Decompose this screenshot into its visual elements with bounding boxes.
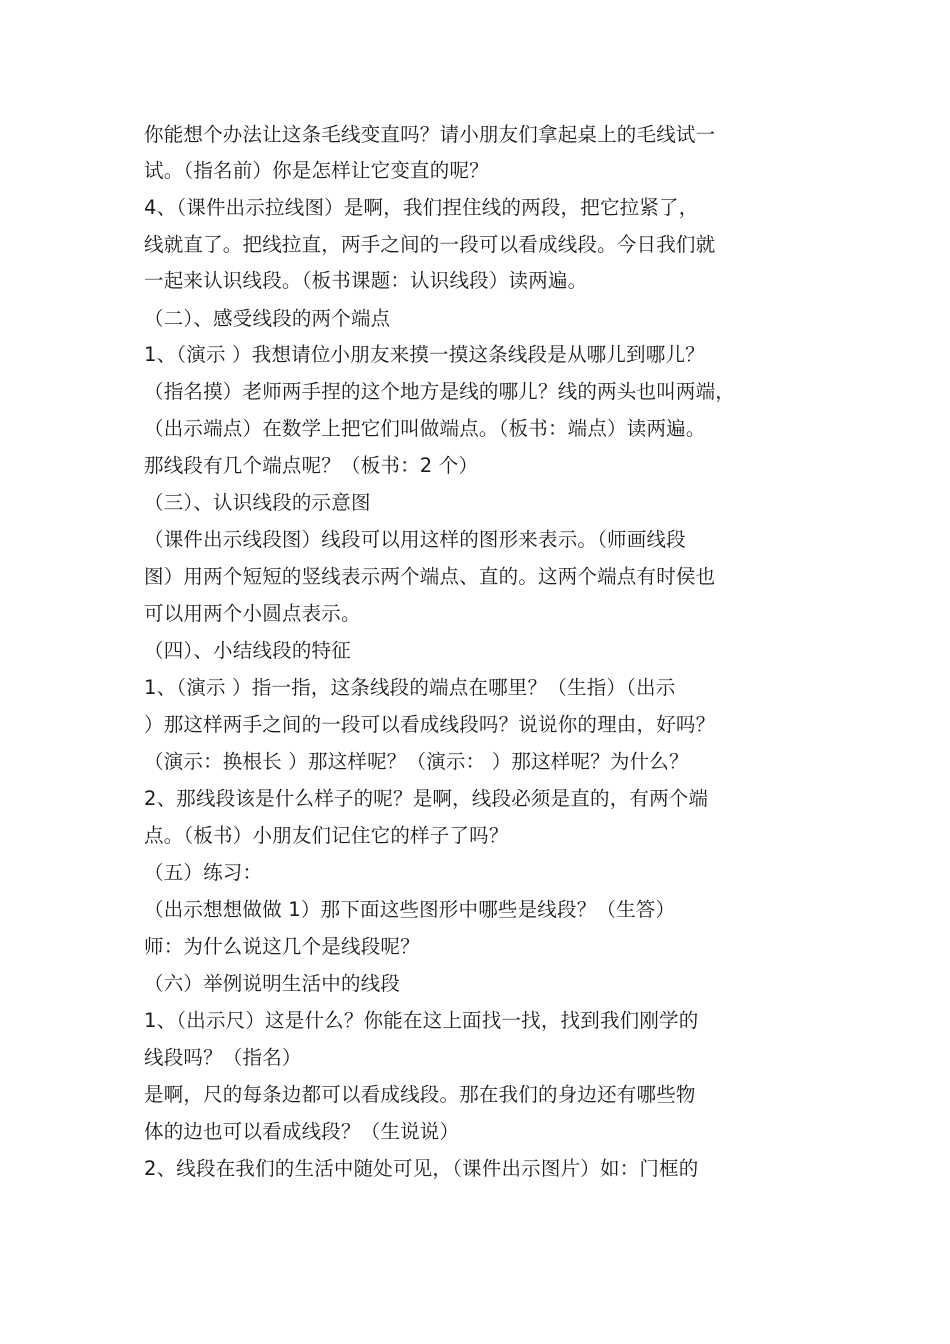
text-line: 师：为什么说这几个是线段呢？ <box>144 935 420 958</box>
text-line: 一起来认识线段。（板书课题：认识线段）读两遍。 <box>144 269 588 292</box>
text-line: 试。（指名前）你是怎样让它变直的呢？ <box>144 159 489 182</box>
text-line: 那线段有几个端点呢？（板书：2 个） <box>144 454 479 477</box>
text-line: 图）用两个短短的竖线表示两个端点、直的。这两个端点有时侯也 <box>144 565 716 588</box>
text-line: 线就直了。把线拉直，两手之间的一段可以看成线段。今日我们就 <box>144 233 716 256</box>
text-line: （出示端点）在数学上把它们叫做端点。（板书：端点）读两遍。 <box>144 417 706 440</box>
text-line: 2、线段在我们的生活中随处可见，（课件出示图片）如：门框的 <box>144 1157 699 1180</box>
text-line: （出示想想做做 1）那下面这些图形中哪些是线段？（生答） <box>144 898 676 921</box>
text-line: 点。（板书）小朋友们记住它的样子了吗？ <box>144 824 509 847</box>
text-line: 可以用两个小圆点表示。 <box>144 602 361 625</box>
section-heading: （二）、感受线段的两个端点 <box>144 307 391 330</box>
section-heading: （四）、小结线段的特征 <box>144 639 351 662</box>
section-heading: （六）举例说明生活中的线段 <box>144 972 401 995</box>
text-line: 你能想个办法让这条毛线变直吗？请小朋友们拿起桌上的毛线试一 <box>144 123 716 146</box>
section-heading: （三）、认识线段的示意图 <box>144 491 371 514</box>
text-line: ）那这样两手之间的一段可以看成线段吗？说说你的理由，好吗？ <box>144 713 716 736</box>
section-heading: （五）练习： <box>144 861 263 884</box>
text-line: （指名摸）老师两手捏的这个地方是线的哪儿？线的两头也叫两端， <box>144 380 736 403</box>
text-line: 1、（演示 ）指一指，这条线段的端点在哪里？（生指）（出示 <box>144 676 676 699</box>
text-line: （演示：换根长 ）那这样呢？（演示： ）那这样呢？为什么？ <box>144 750 689 773</box>
text-line: 体的边也可以看成线段？（生说说） <box>144 1120 460 1143</box>
text-line: 4、（课件出示拉线图）是啊，我们捏住线的两段，把它拉紧了， <box>144 196 699 219</box>
text-line: 1、（演示 ）我想请位小朋友来摸一摸这条线段是从哪儿到哪儿？ <box>144 343 705 366</box>
text-line: 线段吗？（指名） <box>144 1046 302 1069</box>
text-line: 是啊，尺的每条边都可以看成线段。那在我们的身边还有哪些物 <box>144 1083 696 1106</box>
text-line: 1、（出示尺）这是什么？你能在这上面找一找，找到我们刚学的 <box>144 1009 699 1032</box>
text-line: 2、那线段该是什么样子的呢？是啊，线段必须是直的，有两个端 <box>144 787 709 810</box>
text-line: （课件出示线段图）线段可以用这样的图形来表示。（师画线段 <box>144 528 686 551</box>
